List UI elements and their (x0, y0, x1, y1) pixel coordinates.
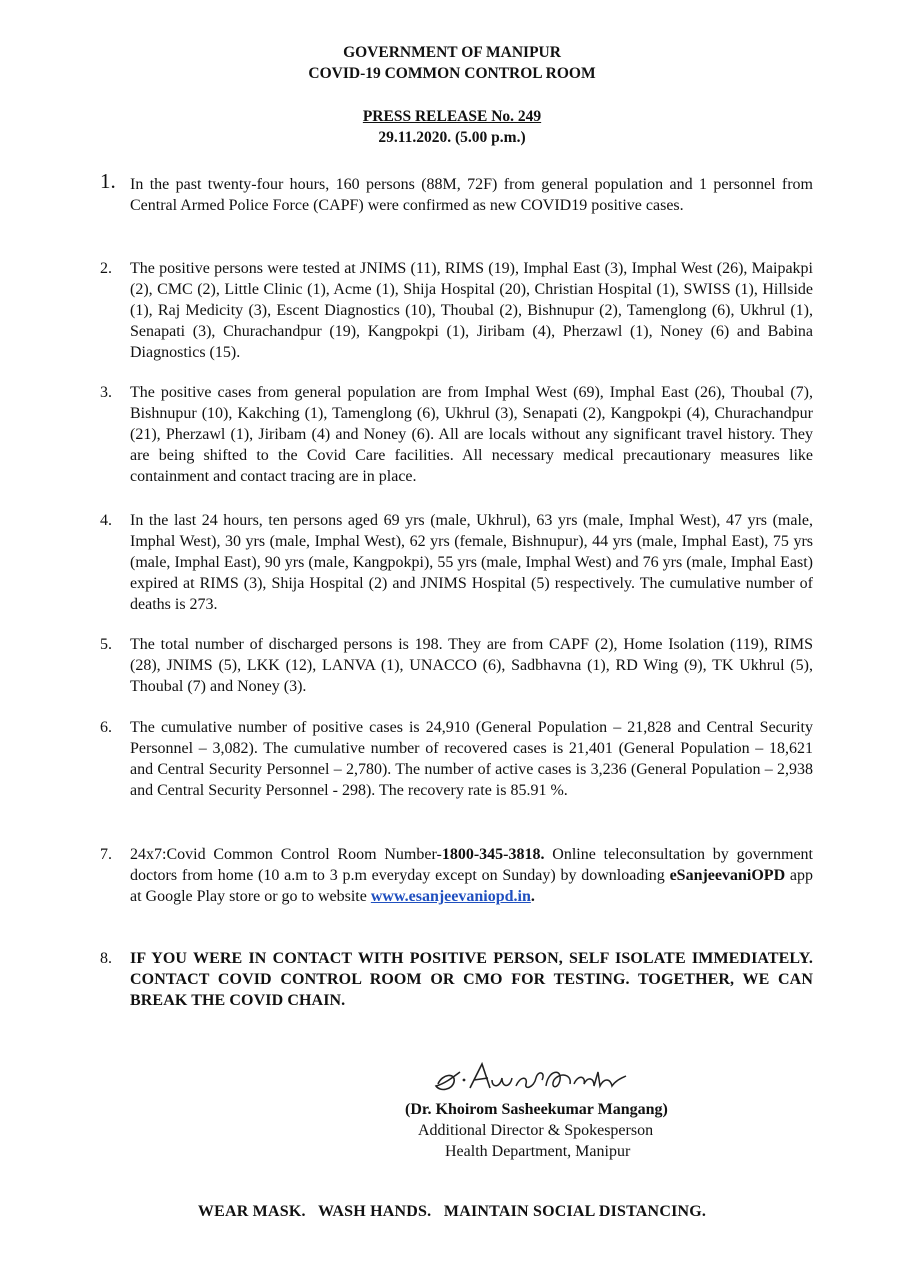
item-number: 6. (100, 719, 112, 736)
item-number: 4. (100, 512, 112, 529)
item-text: In the last 24 hours, ten persons aged 69 yrs (male, Ukhrul), 63 yrs (male, Imphal West), 47 yrs (male, Imphal West), 30 yrs (male, Imphal West), 62 yrs (female, Bishnupur), 44 yrs (male, Imphal East), 75 yrs (male, Imphal East), 90 yrs (male, Kangpokpi), 55 yrs (male, Imphal West) and 76 yrs (male, Imphal East) expired at RIMS (3), Shija Hospital (2) and JNIMS Hospital (5) respectively. The cumulative number of deaths is 273. (130, 512, 813, 613)
item-text (130, 844, 813, 907)
item-text: IF YOU WERE IN CONTACT WITH POSITIVE PERSON, SELF ISOLATE IMMEDIATELY. CONTACT COVID CONTROL ROOM OR CMO FOR TESTING. TOGETHER, WE CAN BREAK THE COVID CHAIN. (130, 950, 813, 1009)
signatory-name: (Dr. Khoirom Sasheekumar Mangang) (405, 1101, 668, 1118)
app-name: eSanjeevaniOPD (669, 867, 786, 884)
item-text: The positive persons were tested at JNIMS (11), RIMS (19), Imphal East (3), Imphal West (26), Maipakpi (2), CMC (2), Little Clinic (1), Acme (1), Shija Hospital (20), Christian Hospital (1), SWISS (1), Hillside (1), Raj Medicity (3), Escent Diagnostics (10), Thoubal (2), Bishnupur (2), Tamenglong (6), Ukhrul (1), Senapati (3), Churachandpur (19), Kangpokpi (1), Jiribam (4), Pherzawl (1), Noney (6) and Babina Diagnostics (15). (130, 260, 813, 361)
item-text-part: Online teleconsultation by government doctors from home (10 a.m to 3 p.m everyday except on Sunday) by downloading (130, 846, 813, 884)
item-number: 3. (100, 384, 112, 401)
control-room-phone: 1800-345-3818. (441, 846, 545, 863)
item-text: The total number of discharged persons is 198. They are from CAPF (2), Home Isolation (119), RIMS (28), JNIMS (5), LKK (12), LANVA (1), UNACCO (6), Sadbhavna (1), RD Wing (9), TK Ukhrul (5), Thoubal (7) and Noney (3). (130, 636, 813, 695)
item-number: 5. (100, 636, 112, 653)
item-text-part: 24x7:Covid Common Control Room Number- (130, 846, 442, 863)
header-government: GOVERNMENT OF MANIPUR (343, 44, 561, 61)
item-text: The positive cases from general population are from Imphal West (69), Imphal East (26), Thoubal (7), Bishnupur (10), Kakching (1), Tamenglong (6), Ukhrul (3), Senapati (2), Kangpokpi (4), Churachandpur (21), Pherzawl (1), Jiribam (4) and Noney (6). All are locals without any significant travel history. They are being shifted to the Covid Care facilities. All necessary medical precautionary measures like containment and contact tracing are in place. (130, 384, 813, 485)
item-number: 7. (100, 846, 112, 863)
header-control-room: COVID-19 COMMON CONTROL ROOM (308, 65, 596, 82)
item-text: The cumulative number of positive cases is 24,910 (General Population – 21,828 and Central Security Personnel – 3,082). The cumulative number of recovered cases is 21,401 (General Population – 18,621 and Central Security Personnel – 2,780). The number of active cases is 3,236 (General Population – 2,938 and Central Security Personnel - 298). The recovery rate is 85.91 %. (130, 719, 813, 799)
item-text-part: app at Google Play store or go to website (130, 867, 813, 905)
item-text: In the past twenty-four hours, 160 persons (88M, 72F) from general population and 1 personnel from Central Armed Police Force (CAPF) were confirmed as new COVID19 positive cases. (130, 176, 813, 214)
item-text-part: . (530, 888, 535, 905)
handwritten-signature (430, 1058, 650, 1096)
item-number: 8. (100, 950, 112, 967)
item-number: 2. (100, 260, 112, 277)
website-link[interactable]: www.esanjeevaniopd.in (370, 888, 531, 905)
item-number: 1. (100, 169, 116, 193)
footer-slogan: WEAR MASK. WASH HANDS. MAINTAIN SOCIAL DISTANCING. (197, 1203, 707, 1220)
signatory-title: Additional Director & Spokesperson (418, 1122, 654, 1139)
press-release-date: 29.11.2020. (5.00 p.m.) (378, 129, 526, 146)
signatory-department: Health Department, Manipur (445, 1143, 631, 1160)
press-release-number: PRESS RELEASE No. 249 (362, 108, 542, 125)
